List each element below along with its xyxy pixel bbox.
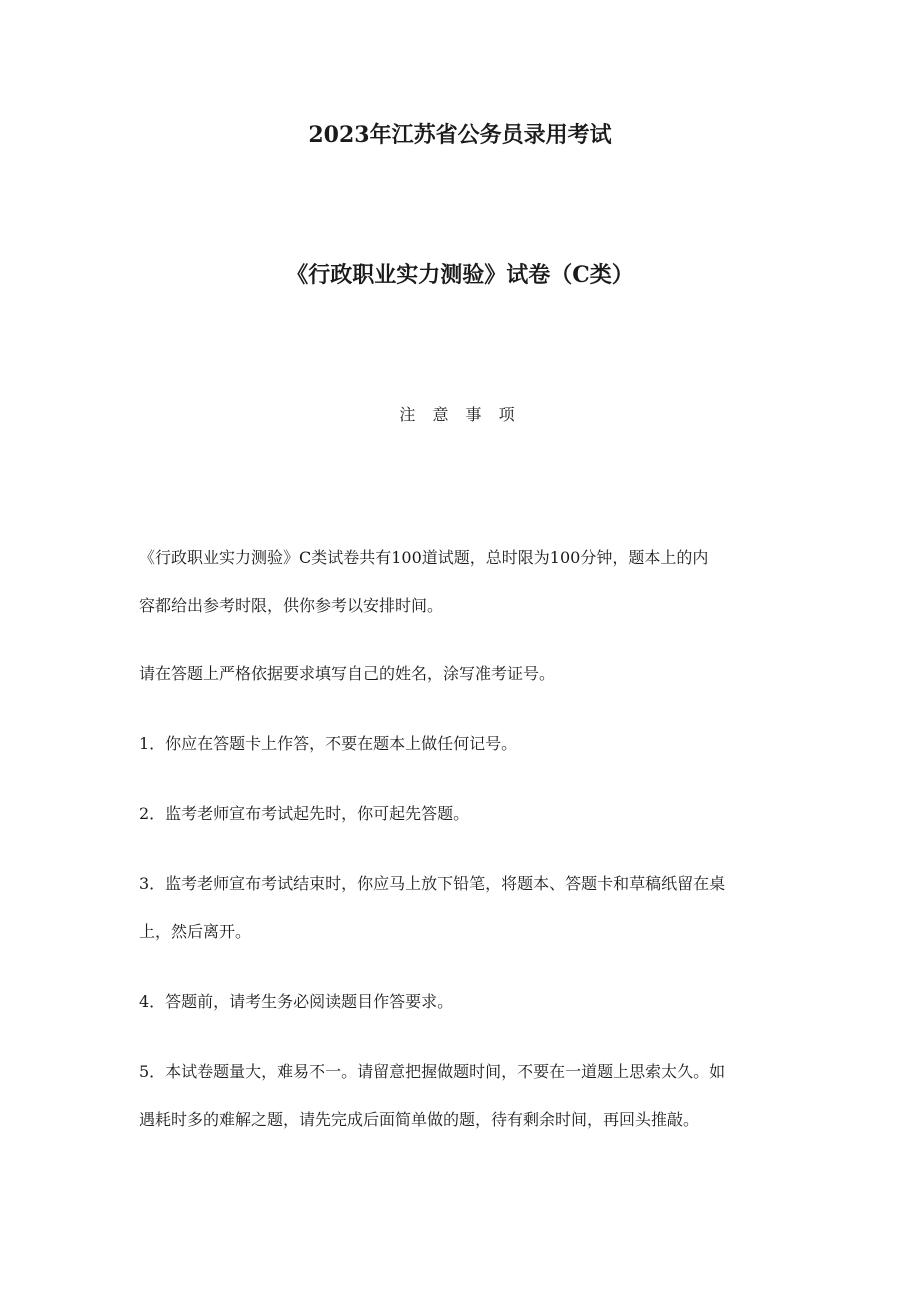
notice-item-5-line1: 5．本试卷题量大，难易不一。请留意把握做题时间，不要在一道题上思索太久。如 [139, 1062, 726, 1081]
notice-item-1: 1．你应在答题卡上作答，不要在题本上做任何记号。 [139, 734, 518, 753]
intro-paragraph-line1: 《行政职业实力测验》C类试卷共有100道试题，总时限为100分钟，题本上的内 [139, 548, 709, 567]
fill-instruction-paragraph: 请在答题上严格依据要求填写自己的姓名，涂写准考证号。 [139, 664, 556, 683]
notice-item-3-line1: 3．监考老师宣布考试结束时，你应马上放下铅笔，将题本、答题卡和草稿纸留在桌 [139, 874, 726, 893]
notice-heading: 注 意 事 项 [399, 405, 521, 424]
notice-item-3-line2: 上，然后离开。 [139, 922, 252, 941]
notice-item-4: 4．答题前，请考生务必阅读题目作答要求。 [139, 992, 454, 1011]
intro-paragraph-line2: 容都给出参考时限，供你参考以安排时间。 [139, 596, 444, 615]
notice-item-2: 2．监考老师宣布考试起先时，你可起先答题。 [139, 804, 470, 823]
exam-subtitle: 《行政职业实力测验》试卷（C类） [286, 262, 634, 288]
exam-title: 2023年江苏省公务员录用考试 [308, 122, 612, 148]
notice-item-5-line2: 遇耗时多的难解之题，请先完成后面简单做的题，待有剩余时间，再回头推敲。 [139, 1110, 700, 1129]
